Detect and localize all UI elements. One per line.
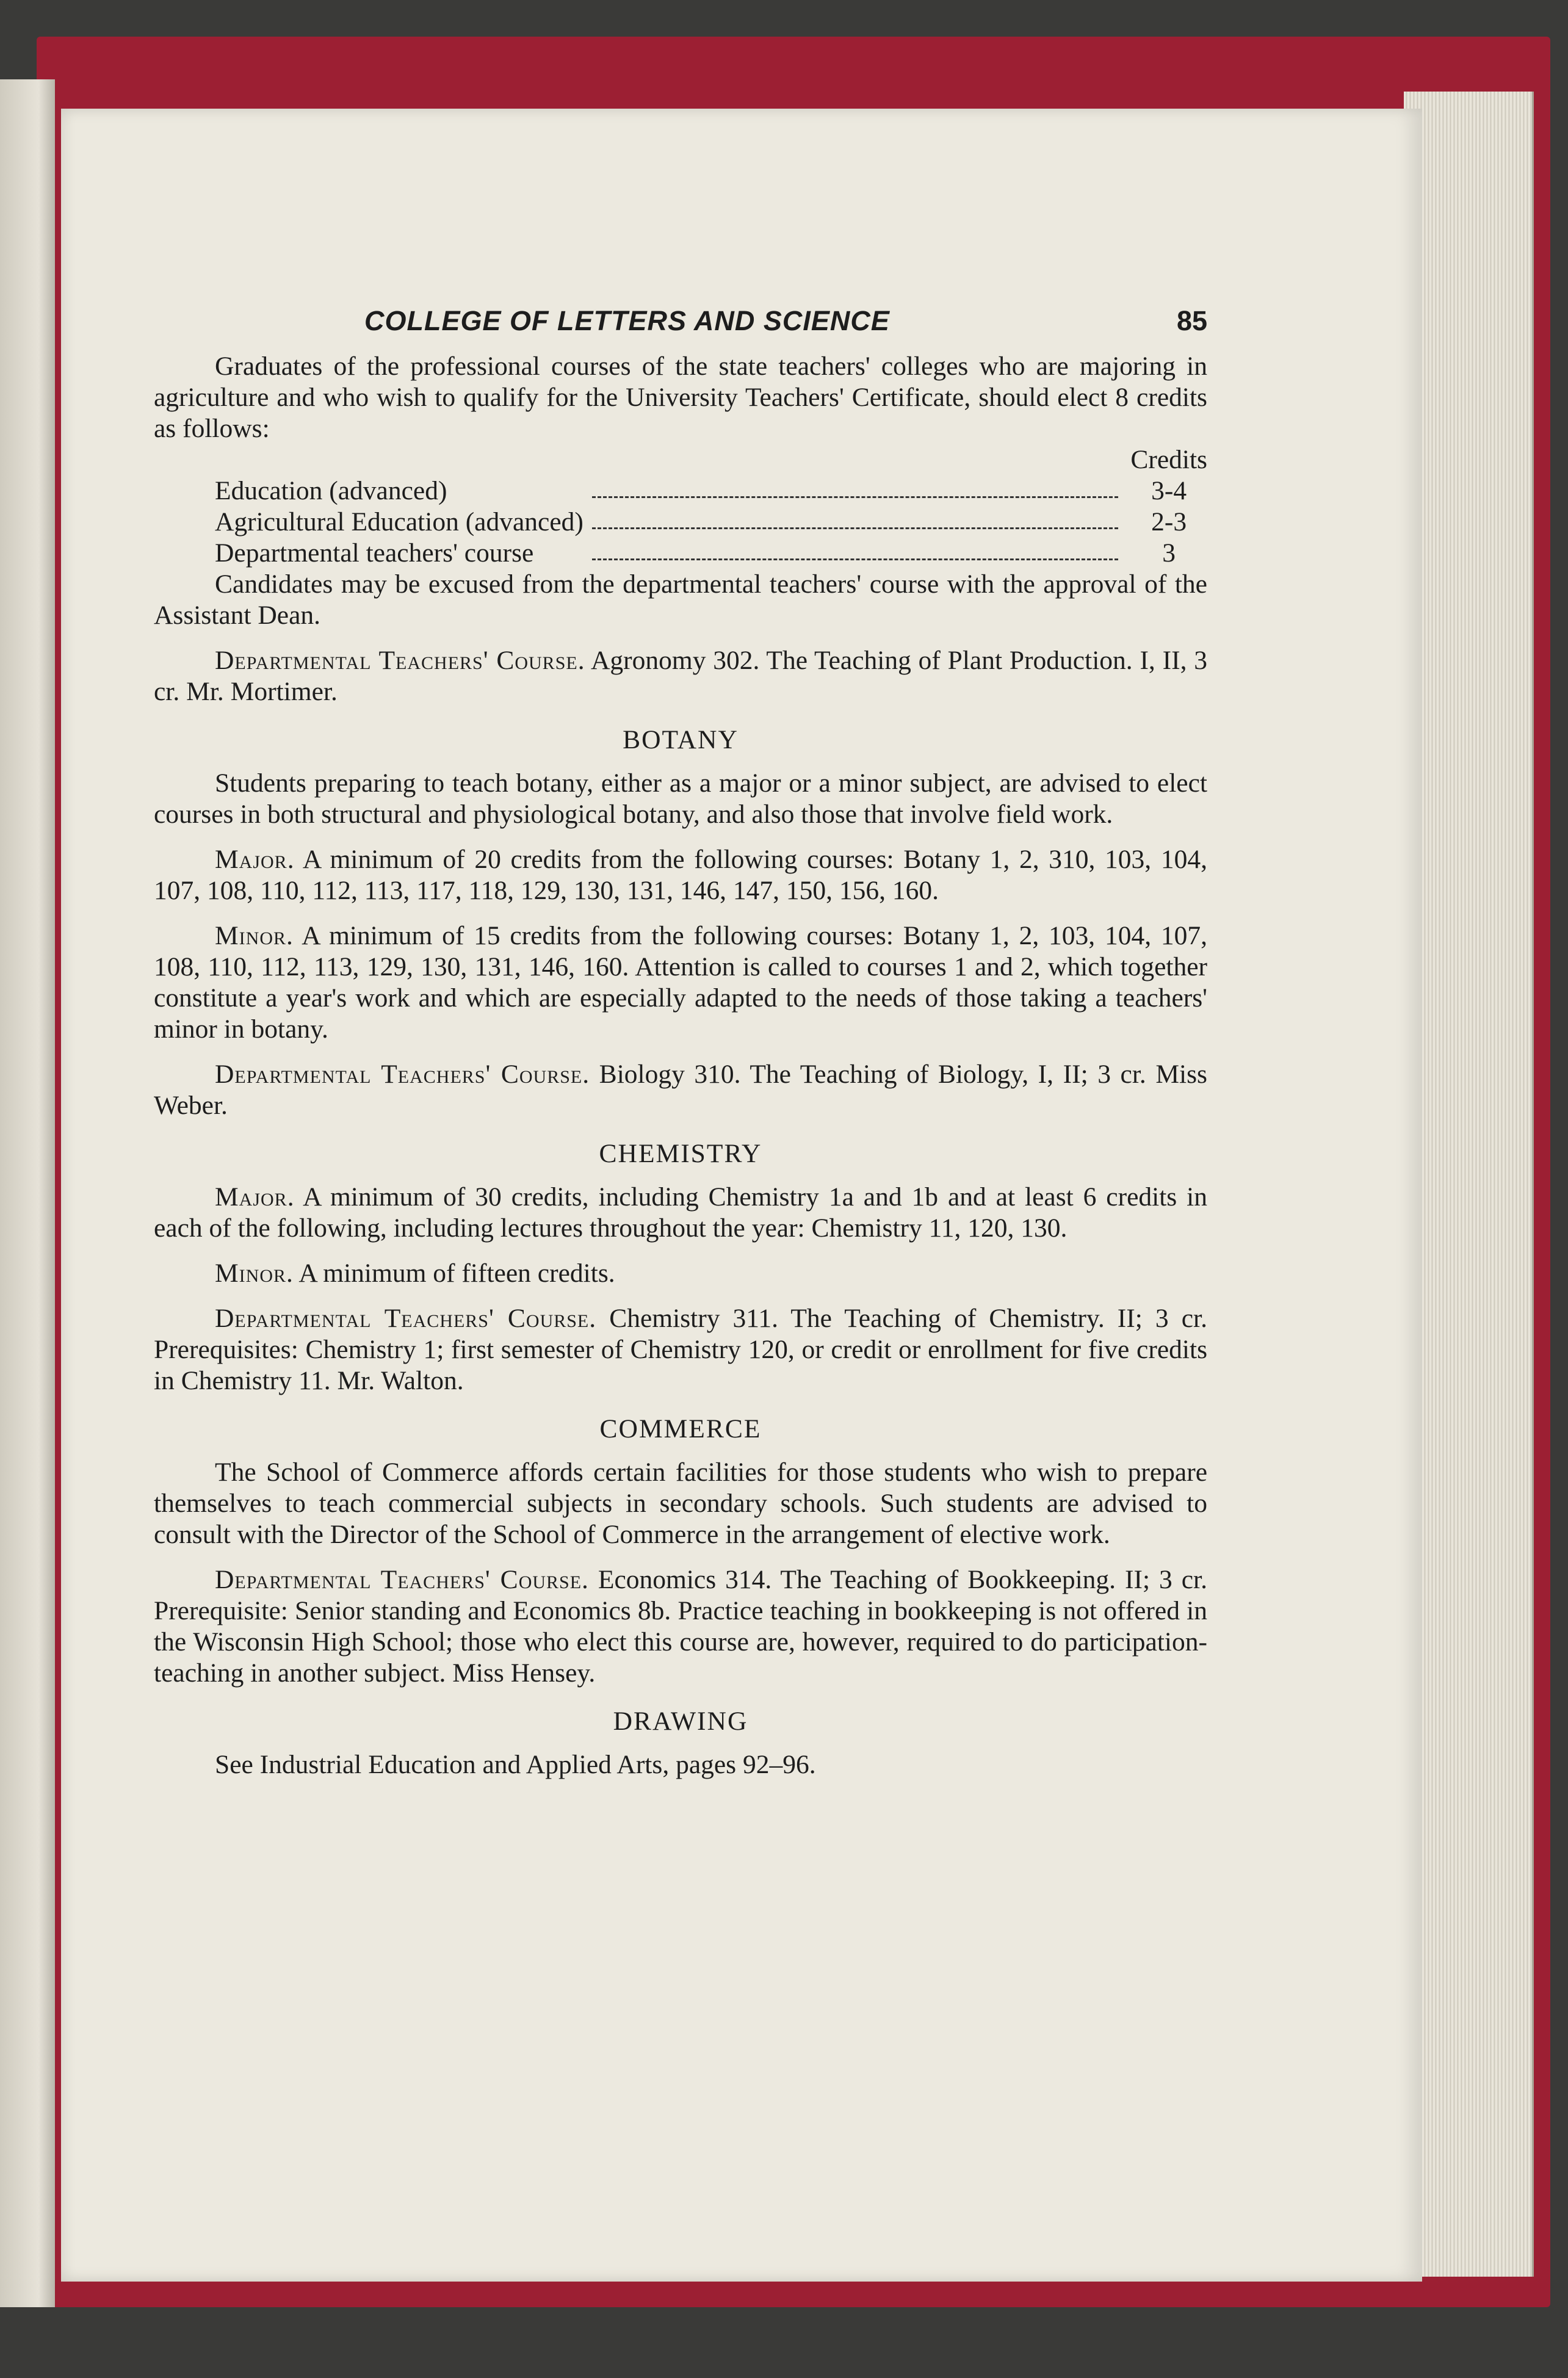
course-label: Departmental Teachers' Course. (215, 646, 585, 675)
credits-row-label: Agricultural Education (advanced) (215, 507, 583, 537)
facing-page-edge (0, 79, 55, 2307)
botany-dept-course (154, 1059, 1207, 1121)
minor-text: A minimum of fifteen credits. (293, 1259, 615, 1288)
botany-minor (154, 920, 1207, 1045)
credits-row-label: Departmental teachers' course (215, 538, 534, 568)
commerce-intro: The School of Commerce affords certain facilities for those students who wish to prepare themselves to teach commercial subjects in secondary schools. Such students are advised to consult with the Director of the School of Commerce in the arrangement of elective work. (154, 1458, 1207, 1549)
major-text: A minimum of 20 credits from the following courses: Botany 1, 2, 310, 103, 104, 107, 108, 110, 112, 113, 117, 118, 129, 130, 131, 146, 147, 150, 156, 160. (154, 845, 1207, 905)
credits-row (154, 538, 1207, 569)
course-label: Departmental Teachers' Course. (215, 1304, 597, 1333)
page-edges (1404, 92, 1534, 2277)
major-label: Major. (215, 845, 295, 874)
course-label: Departmental Teachers' Course. (215, 1060, 590, 1089)
course-text: Agronomy 302. The Teaching of Plant Production. I, II, 3 cr. Mr. Mortimer. (154, 646, 1207, 706)
botany-intro: Students preparing to teach botany, either as a major or a minor subject, are advised to elect courses in both structural and physiological botany, and also those that involve field work. (154, 768, 1207, 829)
credits-row-value: 3 (1162, 538, 1176, 568)
section-heading-drawing: DRAWING (613, 1707, 748, 1736)
course-text: Chemistry 311. The Teaching of Chemistry. II; 3 cr. Prerequisites: Chemistry 1; first semester of Chemistry 120, or credit or enrollment for five credits in Chemistry 11. Mr. Walton. (154, 1304, 1207, 1395)
credits-row-value: 3-4 (1151, 476, 1187, 505)
major-text: A minimum of 30 credits, including Chemistry 1a and 1b and at least 6 credits in each of the following, including lectures throughout the year: Chemistry 11, 120, 130. (154, 1182, 1207, 1243)
chemistry-major (154, 1182, 1207, 1244)
drawing-text: See Industrial Education and Applied Arts, pages 92–96. (215, 1750, 816, 1779)
credits-header: Credits (1130, 445, 1207, 474)
chemistry-minor (154, 1258, 1207, 1289)
section-heading-botany: BOTANY (623, 725, 739, 754)
credits-row-value: 2-3 (1151, 507, 1187, 537)
course-text: Biology 310. The Teaching of Biology, I, II; 3 cr. Miss Weber. (154, 1060, 1207, 1120)
minor-label: Minor. (215, 921, 294, 950)
course-text: Economics 314. The Teaching of Bookkeeping. II; 3 cr. Prerequisite: Senior standing and Economics 8b. Practice teaching in bookkeeping is not offered in the Wisconsin High School; those who elect this course are, however, required to do participation-teaching in another subject. Miss Hensey. (154, 1565, 1207, 1688)
page-text (154, 305, 1207, 1780)
chemistry-dept-course (154, 1303, 1207, 1397)
dot-leader (592, 527, 1118, 529)
dot-leader (592, 496, 1118, 498)
credits-row-label: Education (advanced) (215, 476, 447, 505)
intro-paragraph: Graduates of the professional courses of the state teachers' colleges who are majoring in agriculture and who wish to qualify for the University Teachers' Certificate, should elect 8 credits as follows: (154, 352, 1207, 443)
candidates-note: Candidates may be excused from the departmental teachers' course with the approval of the Assistant Dean. (154, 569, 1207, 630)
major-label: Major. (215, 1182, 295, 1212)
section-heading-commerce: COMMERCE (599, 1414, 762, 1444)
page-header (154, 305, 1207, 336)
course-label: Departmental Teachers' Course. (215, 1565, 589, 1594)
page-number: 85 (1176, 305, 1207, 336)
running-title: COLLEGE OF LETTERS AND SCIENCE (364, 305, 890, 336)
dot-leader (592, 558, 1118, 560)
minor-text: A minimum of 15 credits from the following courses: Botany 1, 2, 103, 104, 107, 108, 110, 112, 113, 129, 130, 131, 146, 160. Attention is called to courses 1 and 2, which together constitute a year's work and which are especially adapted to the needs of those taking a teachers' minor in botany. (154, 921, 1207, 1044)
commerce-dept-course (154, 1564, 1207, 1689)
botany-major (154, 844, 1207, 906)
credits-row (154, 475, 1207, 507)
credits-table (154, 444, 1207, 569)
credits-row (154, 507, 1207, 538)
minor-label: Minor. (215, 1259, 294, 1288)
section-heading-chemistry: CHEMISTRY (599, 1139, 762, 1168)
agronomy-course (154, 645, 1207, 707)
